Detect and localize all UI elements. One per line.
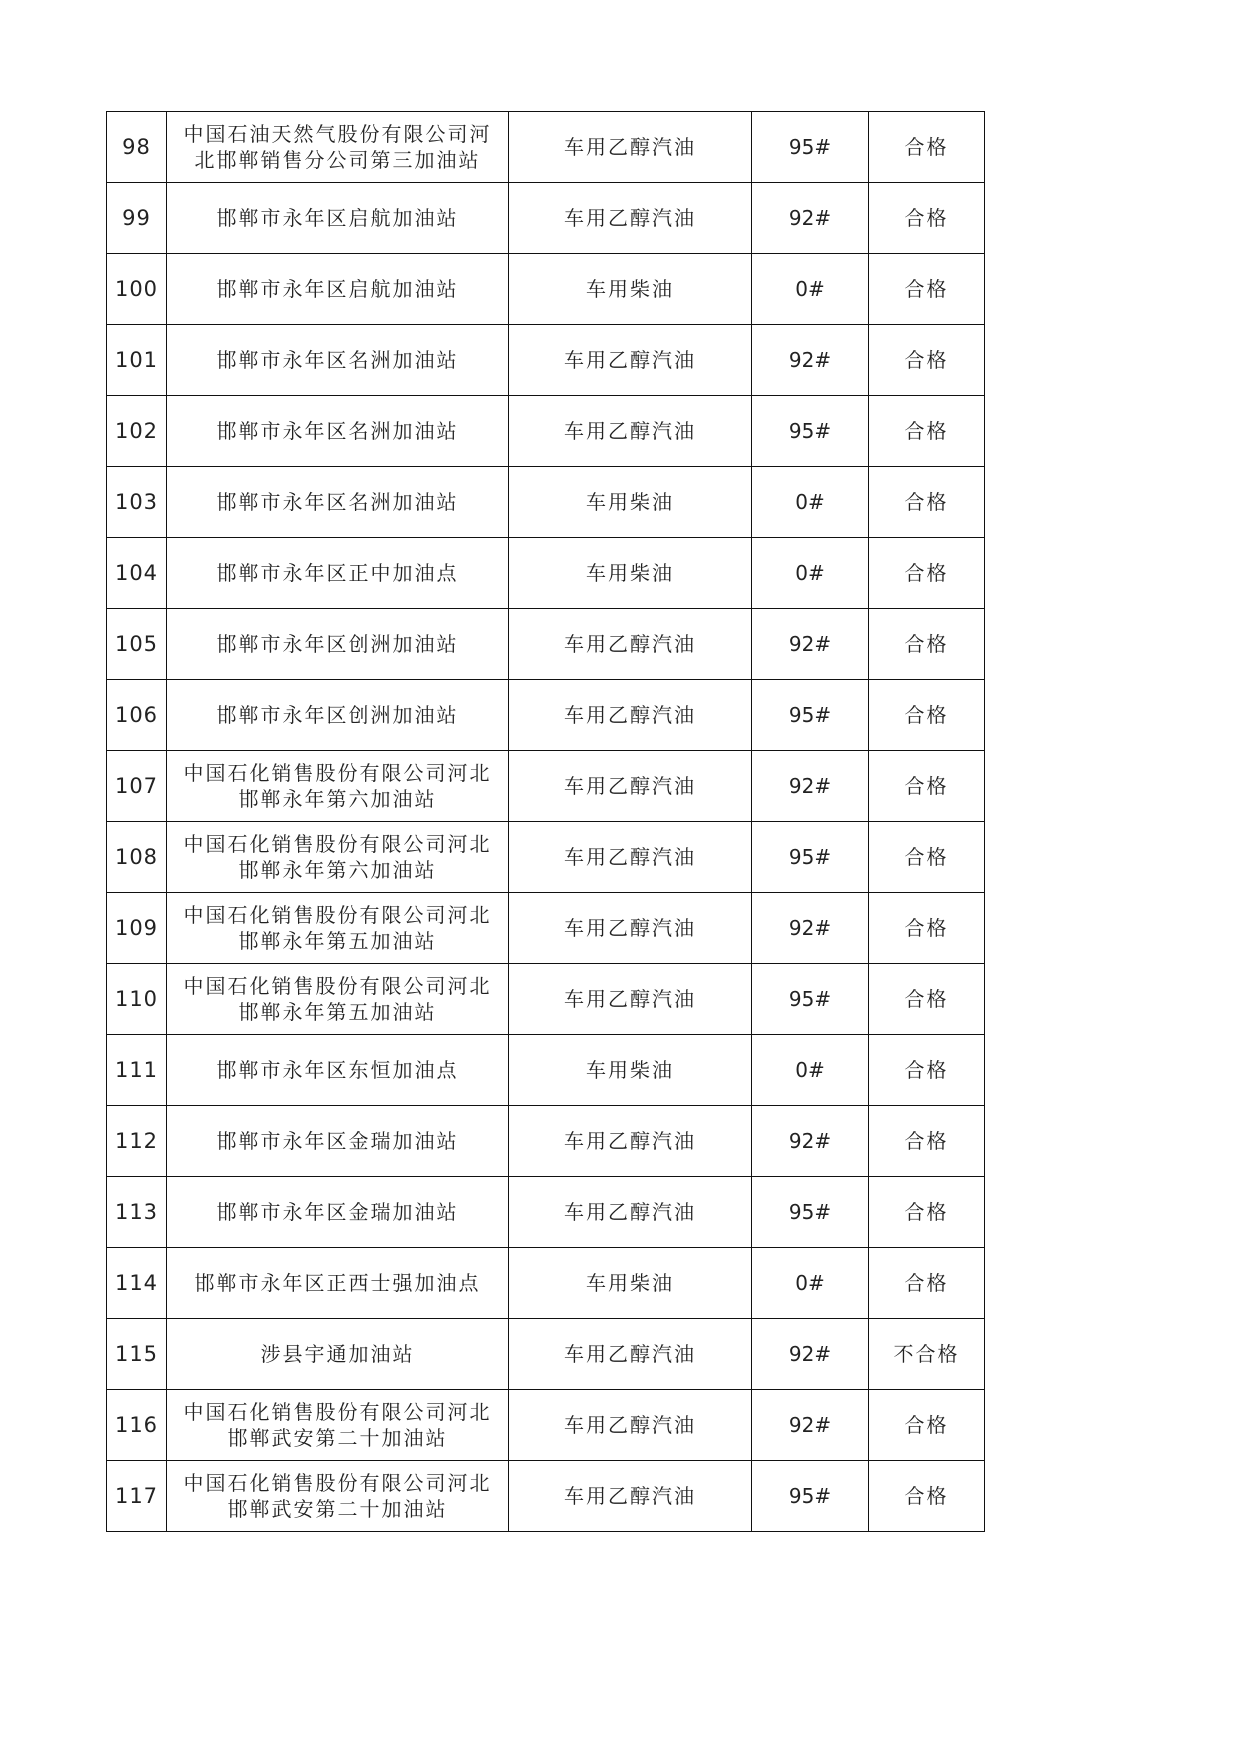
product-type: 车用乙醇汽油 <box>509 1461 752 1532</box>
row-number: 113 <box>107 1177 167 1248</box>
table-body <box>107 112 985 1532</box>
inspection-result: 合格 <box>869 822 985 893</box>
inspection-result: 合格 <box>869 1177 985 1248</box>
station-name: 邯郸市永年区正中加油点 <box>167 538 509 609</box>
fuel-grade: 95# <box>752 680 869 751</box>
table-row <box>107 1390 985 1461</box>
table-row <box>107 1035 985 1106</box>
product-type: 车用乙醇汽油 <box>509 893 752 964</box>
inspection-result: 合格 <box>869 1106 985 1177</box>
table-row <box>107 964 985 1035</box>
row-number: 102 <box>107 396 167 467</box>
fuel-grade: 92# <box>752 183 869 254</box>
row-number: 117 <box>107 1461 167 1532</box>
row-number: 100 <box>107 254 167 325</box>
product-type: 车用乙醇汽油 <box>509 964 752 1035</box>
fuel-grade: 92# <box>752 1106 869 1177</box>
table-row <box>107 680 985 751</box>
fuel-grade: 92# <box>752 893 869 964</box>
inspection-result: 合格 <box>869 183 985 254</box>
station-name: 中国石化销售股份有限公司河北邯郸永年第六加油站 <box>167 751 509 822</box>
station-name: 中国石化销售股份有限公司河北邯郸永年第五加油站 <box>167 964 509 1035</box>
table-row <box>107 112 985 183</box>
row-number: 114 <box>107 1248 167 1319</box>
table-row <box>107 1248 985 1319</box>
fuel-grade: 0# <box>752 538 869 609</box>
product-type: 车用柴油 <box>509 254 752 325</box>
table-row <box>107 893 985 964</box>
station-name: 中国石化销售股份有限公司河北邯郸武安第二十加油站 <box>167 1390 509 1461</box>
fuel-grade: 92# <box>752 609 869 680</box>
inspection-result: 合格 <box>869 325 985 396</box>
station-name: 邯郸市永年区创洲加油站 <box>167 609 509 680</box>
fuel-grade: 92# <box>752 325 869 396</box>
product-type: 车用乙醇汽油 <box>509 609 752 680</box>
product-type: 车用乙醇汽油 <box>509 1177 752 1248</box>
fuel-grade: 92# <box>752 1390 869 1461</box>
product-type: 车用乙醇汽油 <box>509 325 752 396</box>
row-number: 103 <box>107 467 167 538</box>
station-name: 邯郸市永年区启航加油站 <box>167 254 509 325</box>
inspection-result: 合格 <box>869 396 985 467</box>
row-number: 106 <box>107 680 167 751</box>
station-name: 邯郸市永年区正西士强加油点 <box>167 1248 509 1319</box>
table-row <box>107 538 985 609</box>
station-name: 中国石化销售股份有限公司河北邯郸永年第六加油站 <box>167 822 509 893</box>
table-row <box>107 254 985 325</box>
table-row <box>107 1177 985 1248</box>
table-row <box>107 1319 985 1390</box>
inspection-result: 合格 <box>869 751 985 822</box>
table-row <box>107 183 985 254</box>
row-number: 108 <box>107 822 167 893</box>
table-row <box>107 396 985 467</box>
table-row <box>107 822 985 893</box>
product-type: 车用乙醇汽油 <box>509 183 752 254</box>
fuel-grade: 0# <box>752 1035 869 1106</box>
table-row <box>107 1106 985 1177</box>
inspection-result: 合格 <box>869 467 985 538</box>
row-number: 99 <box>107 183 167 254</box>
inspection-result: 合格 <box>869 1390 985 1461</box>
product-type: 车用乙醇汽油 <box>509 1106 752 1177</box>
station-name: 中国石化销售股份有限公司河北邯郸永年第五加油站 <box>167 893 509 964</box>
fuel-grade: 95# <box>752 112 869 183</box>
station-name: 邯郸市永年区创洲加油站 <box>167 680 509 751</box>
inspection-result: 合格 <box>869 1461 985 1532</box>
fuel-grade: 95# <box>752 1177 869 1248</box>
inspection-result: 合格 <box>869 680 985 751</box>
product-type: 车用乙醇汽油 <box>509 680 752 751</box>
product-type: 车用柴油 <box>509 1248 752 1319</box>
product-type: 车用乙醇汽油 <box>509 1319 752 1390</box>
inspection-result: 不合格 <box>869 1319 985 1390</box>
station-name: 邯郸市永年区启航加油站 <box>167 183 509 254</box>
row-number: 109 <box>107 893 167 964</box>
station-name: 中国石化销售股份有限公司河北邯郸武安第二十加油站 <box>167 1461 509 1532</box>
inspection-result: 合格 <box>869 254 985 325</box>
fuel-grade: 0# <box>752 254 869 325</box>
row-number: 98 <box>107 112 167 183</box>
fuel-grade: 92# <box>752 1319 869 1390</box>
row-number: 111 <box>107 1035 167 1106</box>
station-name: 邯郸市永年区名洲加油站 <box>167 467 509 538</box>
product-type: 车用柴油 <box>509 1035 752 1106</box>
inspection-result: 合格 <box>869 893 985 964</box>
inspection-result: 合格 <box>869 1035 985 1106</box>
station-name: 邯郸市永年区金瑞加油站 <box>167 1177 509 1248</box>
station-name: 邯郸市永年区金瑞加油站 <box>167 1106 509 1177</box>
product-type: 车用乙醇汽油 <box>509 396 752 467</box>
table-row <box>107 325 985 396</box>
station-name: 邯郸市永年区名洲加油站 <box>167 396 509 467</box>
product-type: 车用乙醇汽油 <box>509 751 752 822</box>
fuel-grade: 92# <box>752 751 869 822</box>
row-number: 110 <box>107 964 167 1035</box>
fuel-grade: 95# <box>752 1461 869 1532</box>
table-row <box>107 751 985 822</box>
inspection-result: 合格 <box>869 609 985 680</box>
row-number: 104 <box>107 538 167 609</box>
table-row <box>107 609 985 680</box>
station-name: 邯郸市永年区东恒加油点 <box>167 1035 509 1106</box>
inspection-result: 合格 <box>869 112 985 183</box>
row-number: 105 <box>107 609 167 680</box>
product-type: 车用乙醇汽油 <box>509 112 752 183</box>
product-type: 车用柴油 <box>509 467 752 538</box>
inspection-results-table <box>106 111 985 1532</box>
station-name: 邯郸市永年区名洲加油站 <box>167 325 509 396</box>
row-number: 112 <box>107 1106 167 1177</box>
fuel-grade: 0# <box>752 467 869 538</box>
station-name: 涉县宇通加油站 <box>167 1319 509 1390</box>
table-row <box>107 467 985 538</box>
row-number: 101 <box>107 325 167 396</box>
fuel-grade: 95# <box>752 964 869 1035</box>
inspection-result: 合格 <box>869 538 985 609</box>
fuel-grade: 95# <box>752 822 869 893</box>
row-number: 115 <box>107 1319 167 1390</box>
fuel-grade: 95# <box>752 396 869 467</box>
product-type: 车用柴油 <box>509 538 752 609</box>
row-number: 107 <box>107 751 167 822</box>
inspection-result: 合格 <box>869 1248 985 1319</box>
product-type: 车用乙醇汽油 <box>509 1390 752 1461</box>
table-row <box>107 1461 985 1532</box>
station-name: 中国石油天然气股份有限公司河北邯郸销售分公司第三加油站 <box>167 112 509 183</box>
product-type: 车用乙醇汽油 <box>509 822 752 893</box>
inspection-result: 合格 <box>869 964 985 1035</box>
row-number: 116 <box>107 1390 167 1461</box>
fuel-grade: 0# <box>752 1248 869 1319</box>
